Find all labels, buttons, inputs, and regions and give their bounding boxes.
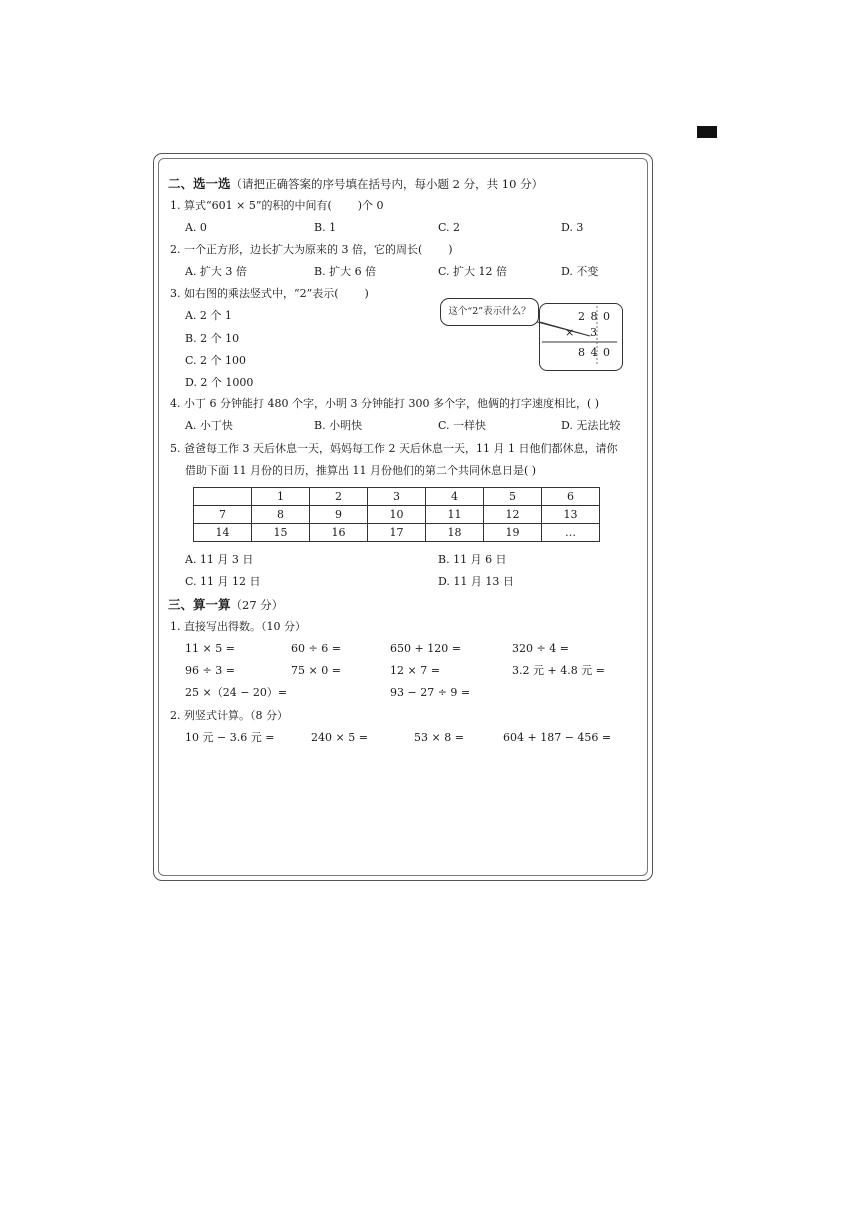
calc-item: 60 ÷ 6 = xyxy=(291,642,341,655)
calendar-cell: 18 xyxy=(426,524,484,542)
q1-option-d: D. 3 xyxy=(561,221,584,234)
q5-option-c: C. 11 月 12 日 xyxy=(185,575,261,588)
q3-stem xyxy=(170,287,369,301)
calendar-cell: 14 xyxy=(194,524,252,542)
calendar-cell: 16 xyxy=(310,524,368,542)
calendar-row xyxy=(194,524,600,542)
column-calc-item: 240 × 5 = xyxy=(311,731,368,744)
q2-option-d: D. 不变 xyxy=(561,265,599,278)
speech-bubble: 这个“2”表示什么？ xyxy=(440,298,539,326)
vertical-row1: 2 8 0 xyxy=(578,310,611,323)
november-calendar xyxy=(193,487,600,542)
q4-stem: 4. 小丁 6 分钟能打 480 个字，小明 3 分钟能打 300 多个字，他俩的打字速度相比，( ) xyxy=(170,397,600,410)
calendar-cell: 12 xyxy=(484,506,542,524)
q1-option-b: B. 1 xyxy=(314,221,337,234)
calc-item: 3.2 元 + 4.8 元 = xyxy=(512,664,605,677)
column-calc-item: 604 + 187 − 456 = xyxy=(503,731,612,744)
q5-option-b: B. 11 月 6 日 xyxy=(438,553,507,566)
q3-option-d: D. 2 个 1000 xyxy=(185,376,254,389)
q2-option-c: C. 扩大 12 倍 xyxy=(438,265,508,278)
calendar-cell: 8 xyxy=(252,506,310,524)
q1-option-a: A. 0 xyxy=(185,221,207,234)
section3-heading xyxy=(168,597,283,613)
q5-option-a: A. 11 月 3 日 xyxy=(185,553,254,566)
q4-option-a: A. 小丁快 xyxy=(185,419,233,432)
q1-stem-b: )个 0 xyxy=(357,199,384,212)
calendar-cell: 7 xyxy=(194,506,252,524)
section2-heading xyxy=(168,176,543,192)
calendar-cell: 3 xyxy=(368,488,426,506)
q1-stem xyxy=(170,199,384,213)
q1-option-c: C. 2 xyxy=(438,221,461,234)
s3-q1-label: 1. 直接写出得数。（10 分） xyxy=(170,620,306,633)
section2-title: 二、选一选 xyxy=(168,176,231,191)
q5-option-d: D. 11 月 13 日 xyxy=(438,575,514,588)
column-calc-item: 53 × 8 = xyxy=(414,731,464,744)
q4-option-c: C. 一样快 xyxy=(438,419,487,432)
calc-item: 93 − 27 ÷ 9 = xyxy=(390,686,471,699)
q3-option-a: A. 2 个 1 xyxy=(185,309,232,322)
calendar-cell: 2 xyxy=(310,488,368,506)
column-calc-item: 10 元 − 3.6 元 = xyxy=(185,731,275,744)
q2-stem-a: 2. 一个正方形，边长扩大为原来的 3 倍，它的周长( xyxy=(170,243,423,256)
s3-q2-label: 2. 列竖式计算。（8 分） xyxy=(170,709,288,722)
vertical-row3: 8 4 0 xyxy=(578,346,611,359)
calendar-row xyxy=(194,488,600,506)
section3-title: 三、算一算 xyxy=(168,597,231,612)
calendar-cell: 17 xyxy=(368,524,426,542)
calendar-cell: 5 xyxy=(484,488,542,506)
calc-item: 320 ÷ 4 = xyxy=(512,642,569,655)
calendar-cell: 11 xyxy=(426,506,484,524)
calendar-cell: 4 xyxy=(426,488,484,506)
calc-item: 650 + 120 = xyxy=(390,642,461,655)
section2-instruction: （请把正确答案的序号填在括号内，每小题 2 分，共 10 分） xyxy=(230,177,544,191)
q2-option-b: B. 扩大 6 倍 xyxy=(314,265,377,278)
calendar-cell: 19 xyxy=(484,524,542,542)
calc-item: 12 × 7 = xyxy=(390,664,440,677)
calendar-cell: 6 xyxy=(542,488,600,506)
q2-option-a: A. 扩大 3 倍 xyxy=(185,265,247,278)
section3-points: （27 分） xyxy=(230,598,284,612)
q5-stem-line1: 5. 爸爸每工作 3 天后休息一天，妈妈每工作 2 天后休息一天，11 月 1 日他们都休息，请你 xyxy=(170,442,618,455)
calendar-cell: 1 xyxy=(252,488,310,506)
q3-stem-b: ) xyxy=(364,287,369,300)
q1-stem-a: 1. 算式“601 × 5”的积的中间有( xyxy=(170,199,332,212)
calendar-cell xyxy=(194,488,252,506)
q4-option-d: D. 无法比较 xyxy=(561,419,621,432)
corner-mark xyxy=(697,126,717,138)
q2-stem xyxy=(170,243,453,257)
calendar-cell: 9 xyxy=(310,506,368,524)
calc-item: 25 ×（24 − 20）= xyxy=(185,686,288,699)
calc-item: 96 ÷ 3 = xyxy=(185,664,235,677)
calendar-cell: … xyxy=(542,524,600,542)
q3-stem-a: 3. 如右图的乘法竖式中，“2”表示( xyxy=(170,287,339,300)
calc-item: 11 × 5 = xyxy=(185,642,235,655)
calc-item: 75 × 0 = xyxy=(291,664,341,677)
calendar-cell: 10 xyxy=(368,506,426,524)
q2-stem-b: ) xyxy=(448,243,453,256)
calendar-cell: 15 xyxy=(252,524,310,542)
vertical-row2: 3 xyxy=(590,326,597,339)
calendar-cell: 13 xyxy=(542,506,600,524)
calendar-row xyxy=(194,506,600,524)
times-sign: × xyxy=(565,326,575,339)
q5-stem-line2: 借助下面 11 月份的日历，推算出 11 月份他们的第二个共同休息日是( ) xyxy=(185,464,537,477)
q3-option-b: B. 2 个 10 xyxy=(185,332,240,345)
q3-option-c: C. 2 个 100 xyxy=(185,354,247,367)
q4-option-b: B. 小明快 xyxy=(314,419,363,432)
